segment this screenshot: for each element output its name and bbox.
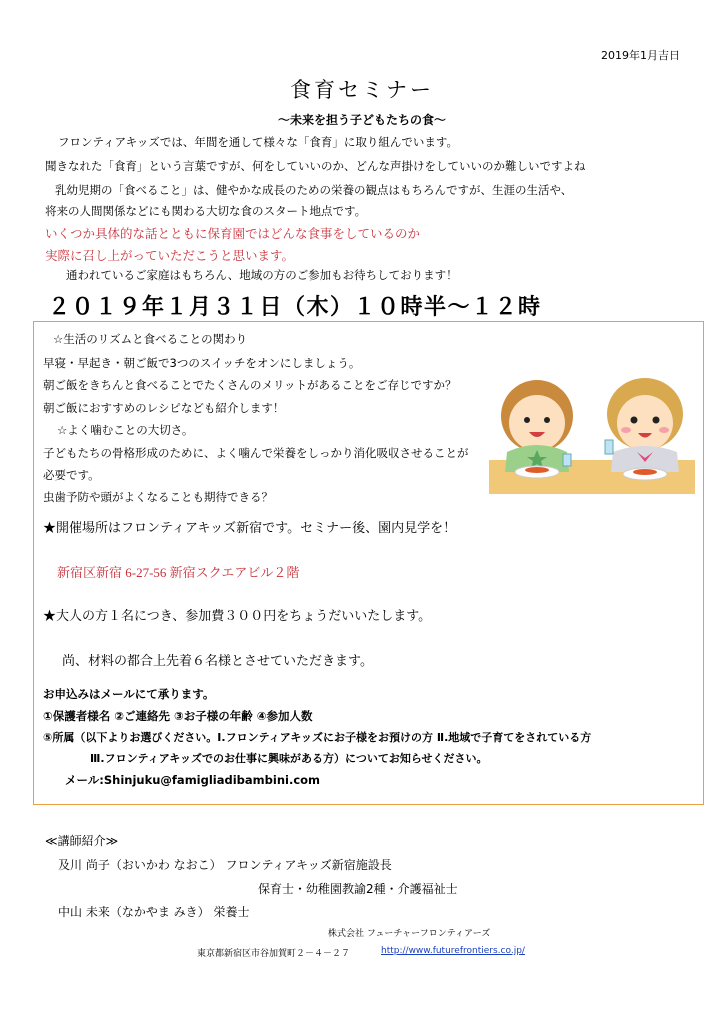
event-date: ２０１９年１月３１日（木）１０時半～１２時 (48, 294, 542, 320)
point-line: 朝ご飯をきちんと食べることでたくさんのメリットがあることをご存じですか？ (43, 378, 457, 392)
children-eating-illustration (487, 368, 697, 498)
apply-affiliation-cont: Ⅲ.フロンティアキッズでのお仕事に興味がある方）についてお知らせください。 (90, 752, 488, 765)
company-name: 株式会社 フューチャーフロンティアーズ (328, 929, 491, 939)
page-title: 食育セミナー (290, 78, 434, 102)
company-address: 東京都新宿区市谷加賀町２－４－２７ (197, 949, 351, 959)
instructor-line: 及川 尚子（おいかわ なおこ） フロンティアキッズ新宿施設長 (58, 858, 392, 872)
point-line: 子どもたちの骨格形成のために、よく噛んで栄養をしっかり消化吸収させることが (43, 446, 469, 460)
venue-address: 新宿区新宿 6-27-56 新宿スクエアビル２階 (57, 565, 300, 580)
intro-line: フロンティアキッズでは、年間を通して様々な「食育」に取り組んでいます。 (58, 135, 458, 149)
intro-highlight: いくつか具体的な話とともに保育園ではどんな食事をしているのか (45, 226, 421, 241)
intro-highlight: 実際に召し上がっていただこうと思います。 (45, 248, 295, 263)
point-line: ☆よく噛むことの大切さ。 (57, 423, 194, 437)
apply-email[interactable]: メール:Shinjuku@famigliadibambini.com (65, 773, 321, 787)
point-line: 必要です。 (43, 468, 100, 482)
venue-note: ★開催場所はフロンティアキッズ新宿です。セミナー後、園内見学を！ (43, 520, 457, 535)
intro-line: 乳幼児期の「食べること」は、健やかな成長のための栄養の観点はもちろんですが、生涯の生活や、 (55, 183, 573, 197)
point-line: 朝ご飯におすすめのレシピなども紹介します！ (43, 401, 285, 415)
point-line: ☆生活のリズムと食べることの関わり (53, 332, 248, 346)
fee-note: ★大人の方１名につき、参加費３００円をちょうだいいたします。 (43, 608, 432, 623)
company-url-link[interactable]: http://www.futurefrontiers.co.jp/ (381, 946, 525, 956)
instructor-line: 中山 未来（なかやま みき） 栄養士 (58, 905, 250, 919)
point-line: 虫歯予防や頭がよくなることも期待できる？ (43, 490, 273, 504)
issue-date: 2019年1月吉日 (601, 49, 680, 62)
point-line: 早寝・早起き・朝ご飯で3つのスイッチをオンにしましょう。 (43, 356, 361, 370)
intro-line: 将来の人間関係などにも関わる大切な食のスタート地点です。 (45, 204, 367, 218)
page-subtitle: ～未来を担う子どもたちの食～ (277, 113, 446, 127)
intro-line: 聞きなれた「食育」という言葉ですが、何をしていいのか、どんな声掛けをしていいのか難しいですよね (45, 159, 586, 173)
apply-affiliation: ⑤所属（以下よりお選びください。Ⅰ.フロンティアキッズにお子様をお預けの方 Ⅱ.地域で子育てをされている方 (43, 731, 592, 744)
apply-heading: お申込みはメールにて承ります。 (43, 687, 215, 701)
capacity-note: 尚、材料の都合上先着６名様とさせていただきます。 (62, 653, 373, 668)
instructors-heading: ≪講師紹介≫ (45, 834, 119, 848)
instructor-line: 保育士・幼稚園教諭2種・介護福祉士 (258, 882, 458, 896)
apply-items: ①保護者様名 ②ご連絡先 ③お子様の年齢 ④参加人数 (43, 709, 313, 723)
intro-line: 通われているご家庭はもちろん、地域の方のご参加もお待ちしております！ (66, 268, 458, 282)
